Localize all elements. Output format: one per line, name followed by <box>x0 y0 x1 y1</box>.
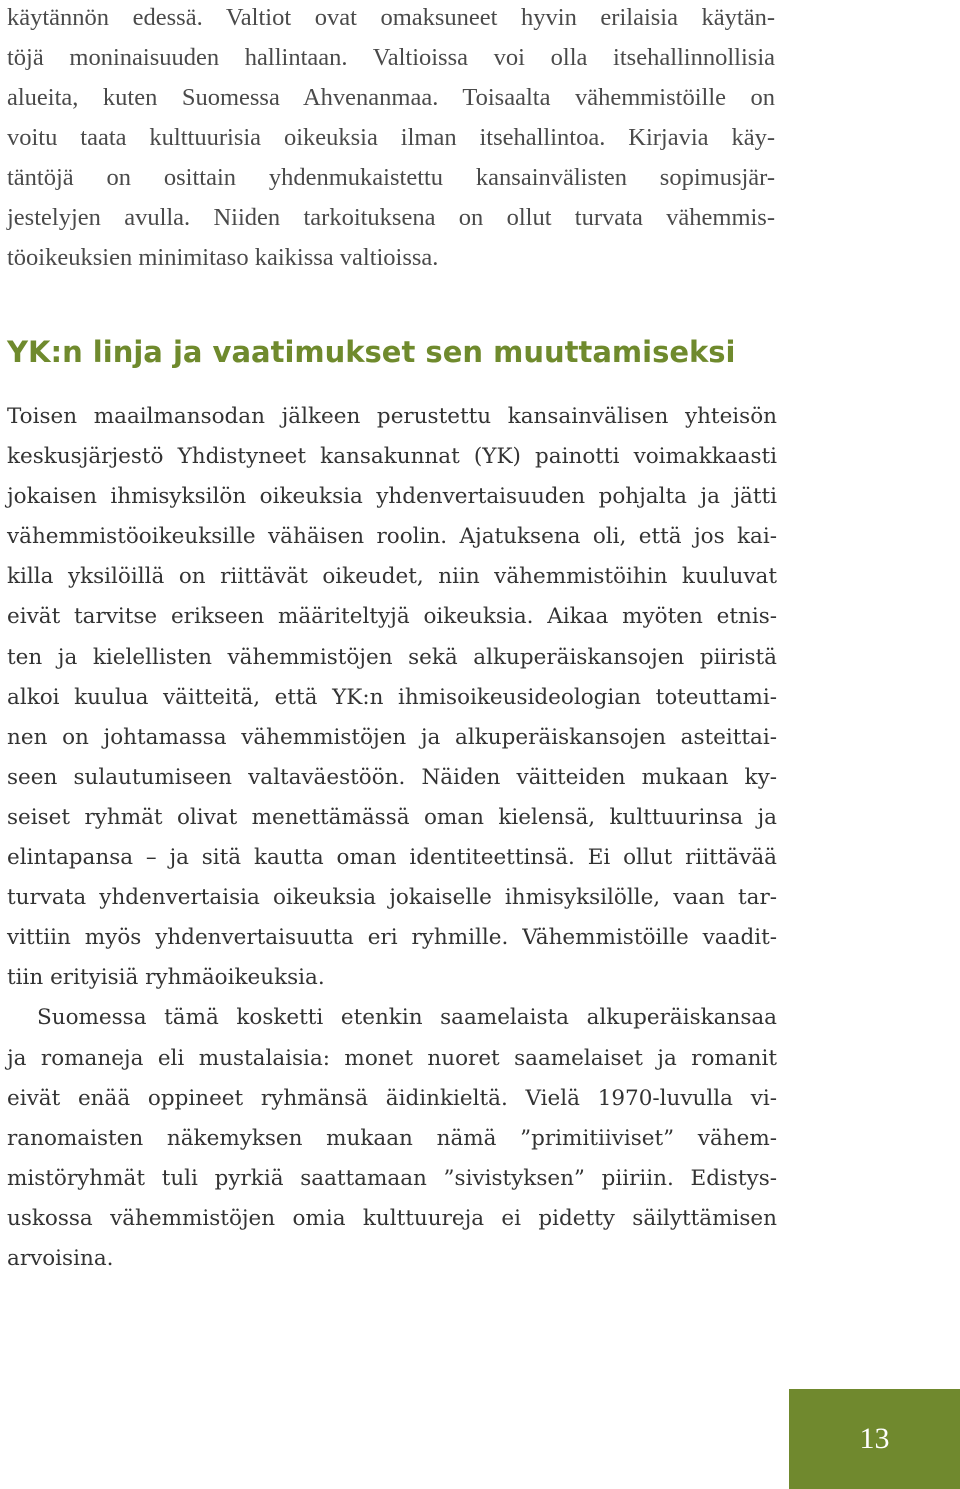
text-line: täntöjä on osittain yhdenmukaistettu kansainvälisten sopimusjär- <box>7 164 775 191</box>
text-line: mistöryhmät tuli pyrkiä saattamaan ”sivistyksen” piiriin. Edistys- <box>7 1165 777 1191</box>
text-line: tiin erityisiä ryhmäoikeuksia. <box>7 965 325 991</box>
text-line: vähemmistöoikeuksille vähäisen roolin. Ajatuksena oli, että jos kai- <box>7 524 777 550</box>
text-line: killa yksilöillä on riittävät oikeudet, niin vähemmistöihin kuuluvat <box>7 564 777 590</box>
text-line: jokaisen ihmisyksilön oikeuksia yhdenvertaisuuden pohjalta ja jätti <box>7 484 777 510</box>
text-line: alkoi kuulua väitteitä, että YK:n ihmisoikeusideologian toteuttami- <box>7 684 777 710</box>
section-heading: YK:n linja ja vaatimukset sen muuttamiseksi <box>7 335 736 369</box>
text-line: ranomaisten näkemyksen mukaan nämä ”primitiiviset” vähem- <box>7 1125 777 1151</box>
section-body <box>7 397 777 1279</box>
text-line: töjä moninaisuuden hallintaan. Valtioissa voi olla itsehallinnollisia <box>7 44 775 71</box>
text-line: voitu taata kulttuurisia oikeuksia ilman itsehallintoa. Kirjavia käy- <box>7 124 775 151</box>
text-line: käytännön edessä. Valtiot ovat omaksuneet hyvin erilaisia käytän- <box>7 4 775 31</box>
text-line: keskusjärjestö Yhdistyneet kansakunnat (YK) painotti voimakkaasti <box>7 444 777 470</box>
text-line: eivät enää oppineet ryhmänsä äidinkieltä. Vielä 1970-luvulla vi- <box>7 1085 777 1111</box>
text-line: Toisen maailmansodan jälkeen perustettu kansainvälisen yhteisön <box>7 404 777 429</box>
text-line: uskossa vähemmistöjen omia kulttuureja ei pidetty säilyttämisen <box>7 1205 777 1231</box>
text-line: töoikeuksien minimitaso kaikissa valtioissa. <box>7 244 439 271</box>
text-line: elintapansa – ja sitä kautta oman identiteettinsä. Ei ollut riittävää <box>7 845 777 871</box>
text-line: arvoisina. <box>7 1245 114 1271</box>
text-line: Suomessa tämä kosketti etenkin saamelaista alkuperäiskansaa <box>37 1005 777 1031</box>
text-line: seen sulautumiseen valtaväestöön. Näiden väitteiden mukaan ky- <box>7 764 777 790</box>
intro-paragraph <box>7 0 775 278</box>
text-line: eivät tarvitse erikseen määriteltyjä oikeuksia. Aikaa myöten etnis- <box>7 604 777 630</box>
text-line: seiset ryhmät olivat menettämässä oman kielensä, kulttuurinsa ja <box>7 804 777 830</box>
text-line: jestelyjen avulla. Niiden tarkoituksena on ollut turvata vähemmis- <box>7 204 775 231</box>
body-paragraph-1 <box>7 397 777 998</box>
text-line: ja romaneja eli mustalaisia: monet nuoret saamelaiset ja romanit <box>7 1045 777 1071</box>
page-number-box <box>789 1389 960 1489</box>
text-line: alueita, kuten Suomessa Ahvenanmaa. Toisaalta vähemmistöille on <box>7 84 775 111</box>
text-line: turvata yhdenvertaisia oikeuksia jokaiselle ihmisyksilölle, vaan tar- <box>7 885 777 911</box>
text-line: vittiin myös yhdenvertaisuutta eri ryhmille. Vähemmistöille vaadit- <box>7 925 777 951</box>
text-line: ten ja kielellisten vähemmistöjen sekä alkuperäiskansojen piiristä <box>7 644 777 670</box>
page-number: 13 <box>859 1422 890 1455</box>
text-line: nen on johtamassa vähemmistöjen ja alkuperäiskansojen asteittai- <box>7 724 777 750</box>
body-paragraph-2 <box>7 998 777 1279</box>
